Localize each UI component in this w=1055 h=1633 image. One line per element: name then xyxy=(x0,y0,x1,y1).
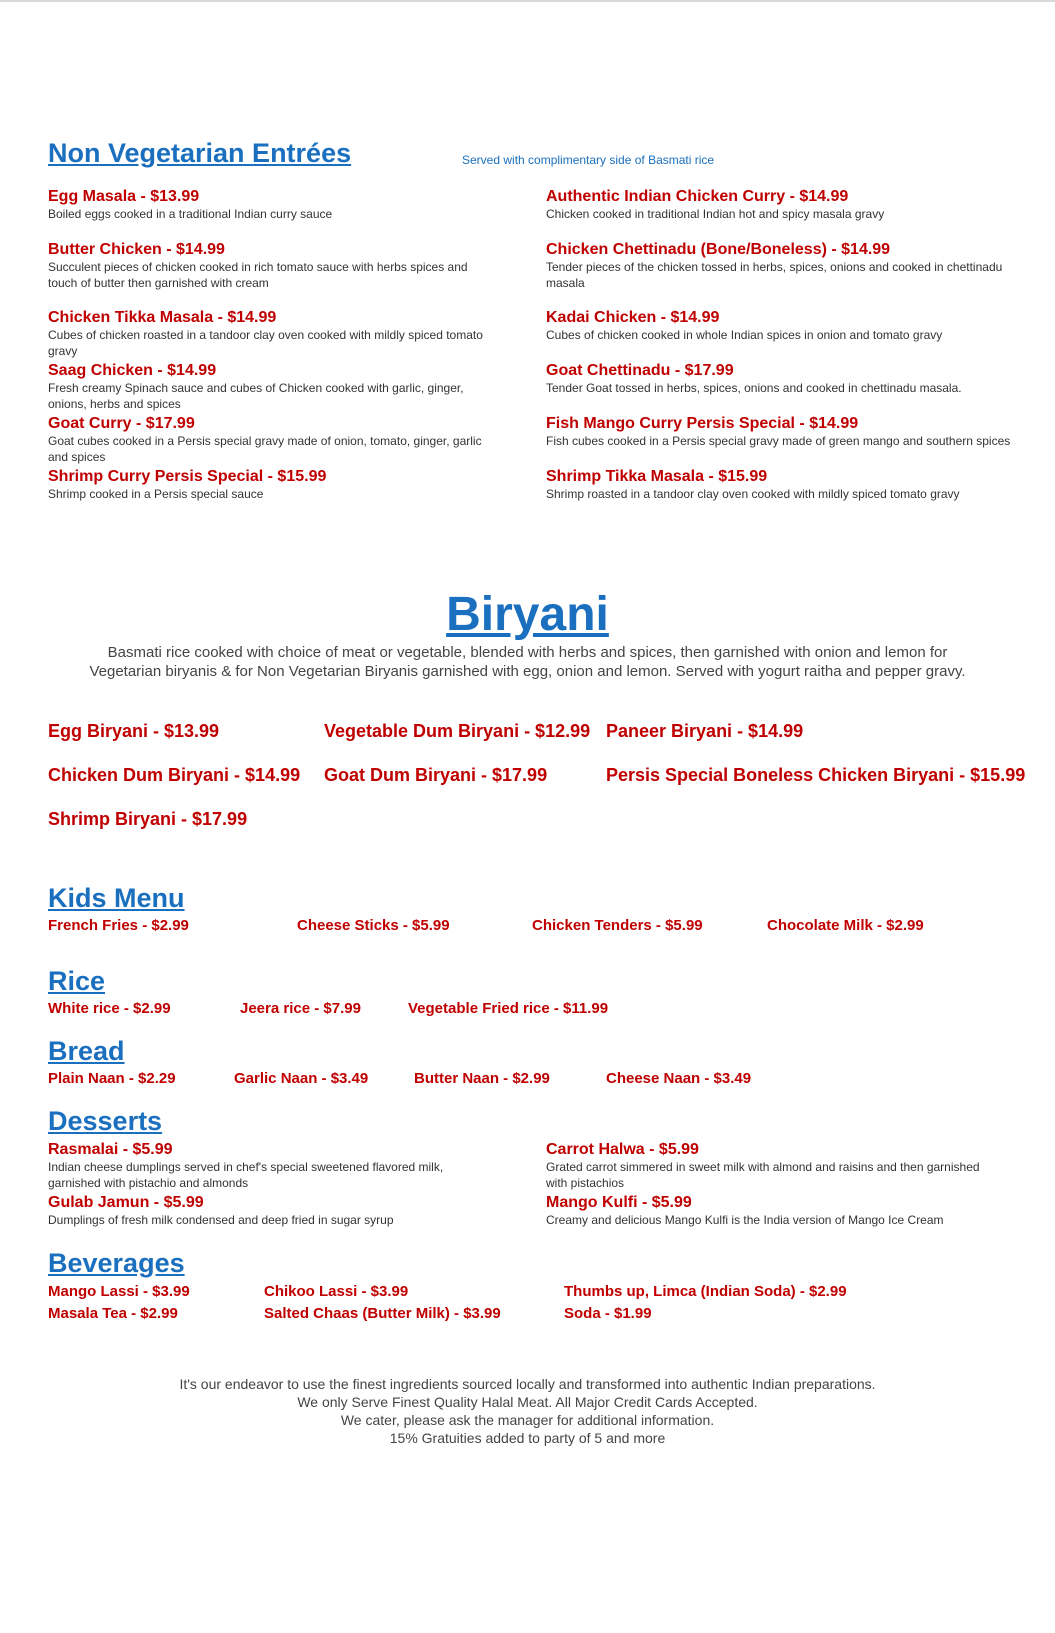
item-description: Shrimp cooked in a Persis special sauce xyxy=(48,487,264,501)
entrees-heading: Non Vegetarian Entrées xyxy=(48,138,352,168)
item-description: Dumplings of fresh milk condensed and deep fried in sugar syrup xyxy=(48,1213,394,1227)
biryani-heading-wrap xyxy=(0,587,1055,642)
item-name: Chicken Tikka Masala - $14.99 xyxy=(48,309,277,326)
menu-item xyxy=(48,240,498,291)
item-description: Goat cubes cooked in a Persis special gravy made of onion, tomato, ginger, garlic and spices xyxy=(48,434,482,464)
menu-item xyxy=(546,240,1011,291)
beverages-heading: Beverages xyxy=(48,1248,185,1278)
biryani-item: Vegetable Dum Biryani - $12.99 xyxy=(324,721,591,741)
item-description: Tender Goat tossed in herbs, spices, onions and cooked in chettinadu masala. xyxy=(546,381,962,395)
biryani-item: Goat Dum Biryani - $17.99 xyxy=(324,765,548,785)
item-description: Cubes of chicken roasted in a tandoor clay oven cooked with mildly spiced tomato gravy xyxy=(48,328,483,358)
entrees-note: Served with complimentary side of Basmati rice xyxy=(462,153,715,167)
dessert-item xyxy=(48,1140,498,1191)
item-name: Egg Masala - $13.99 xyxy=(48,188,200,205)
item-description: Succulent pieces of chicken cooked in rich tomato sauce with herbs spices and touch of butter then garnished with cream xyxy=(48,260,468,290)
menu-item xyxy=(546,414,1011,449)
bread-item: Cheese Naan - $3.49 xyxy=(606,1070,752,1087)
bread-item: Plain Naan - $2.29 xyxy=(48,1070,176,1087)
kids-item: Chicken Tenders - $5.99 xyxy=(532,917,703,934)
item-name: Kadai Chicken - $14.99 xyxy=(546,309,720,326)
rice-item: Vegetable Fried rice - $11.99 xyxy=(408,1000,609,1017)
kids-menu-heading: Kids Menu xyxy=(48,883,185,913)
menu-item xyxy=(48,187,498,222)
top-divider xyxy=(0,0,1055,2)
beverage-item: Masala Tea - $2.99 xyxy=(48,1305,178,1322)
rice-item: Jeera rice - $7.99 xyxy=(240,1000,361,1017)
item-description: Creamy and delicious Mango Kulfi is the India version of Mango Ice Cream xyxy=(546,1213,944,1227)
bread-item: Butter Naan - $2.99 xyxy=(414,1070,550,1087)
dessert-item xyxy=(48,1193,498,1228)
item-description: Tender pieces of the chicken tossed in herbs, spices, onions and cooked in chettinadu masala xyxy=(546,260,1003,290)
dessert-item xyxy=(546,1193,1016,1228)
menu-item xyxy=(546,361,1011,396)
rice-heading: Rice xyxy=(48,966,106,996)
bread-item: Garlic Naan - $3.49 xyxy=(234,1070,369,1087)
item-description: Fresh creamy Spinach sauce and cubes of Chicken cooked with garlic, ginger, onions, herbs and spices xyxy=(48,381,464,411)
item-description: Chicken cooked in traditional Indian hot and spicy masala gravy xyxy=(546,207,885,221)
biryani-item: Egg Biryani - $13.99 xyxy=(48,721,220,741)
item-name: Shrimp Tikka Masala - $15.99 xyxy=(546,468,768,485)
beverage-item: Chikoo Lassi - $3.99 xyxy=(264,1283,409,1300)
item-name: Butter Chicken - $14.99 xyxy=(48,241,225,258)
menu-item xyxy=(48,361,498,412)
kids-item: Chocolate Milk - $2.99 xyxy=(767,917,924,934)
menu-item xyxy=(546,187,1011,222)
footer-line: We only Serve Finest Quality Halal Meat. All Major Credit Cards Accepted. xyxy=(297,1394,758,1410)
menu-item xyxy=(546,467,1011,502)
item-description: Cubes of chicken cooked in whole Indian spices in onion and tomato gravy xyxy=(546,328,943,342)
item-name: Gulab Jamun - $5.99 xyxy=(48,1194,204,1211)
item-description: Grated carrot simmered in sweet milk with almond and raisins and then garnished with pistachios xyxy=(546,1160,980,1190)
beverage-item: Mango Lassi - $3.99 xyxy=(48,1283,190,1300)
beverage-item: Thumbs up, Limca (Indian Soda) - $2.99 xyxy=(564,1283,847,1300)
beverage-item: Soda - $1.99 xyxy=(564,1305,652,1322)
footer-notes xyxy=(0,1375,1055,1447)
item-description: Boiled eggs cooked in a traditional Indian curry sauce xyxy=(48,207,333,221)
biryani-description xyxy=(40,643,1015,681)
kids-item: Cheese Sticks - $5.99 xyxy=(297,917,450,934)
kids-item: French Fries - $2.99 xyxy=(48,917,189,934)
item-name: Chicken Chettinadu (Bone/Boneless) - $14.99 xyxy=(546,241,891,258)
menu-item xyxy=(48,414,498,465)
biryani-item: Chicken Dum Biryani - $14.99 xyxy=(48,765,301,785)
biryani-heading: Biryani xyxy=(446,588,609,641)
biryani-description-line: Basmati rice cooked with choice of meat or vegetable, blended with herbs and spices, then garnished with onion and lemon for xyxy=(107,644,948,661)
biryani-item: Shrimp Biryani - $17.99 xyxy=(48,809,248,829)
footer-line: We cater, please ask the manager for additional information. xyxy=(340,1412,715,1428)
item-description: Shrimp roasted in a tandoor clay oven cooked with mildly spiced tomato gravy xyxy=(546,487,960,501)
item-description: Fish cubes cooked in a Persis special gravy made of green mango and southern spices xyxy=(546,434,1011,448)
beverage-item: Salted Chaas (Butter Milk) - $3.99 xyxy=(264,1305,501,1322)
item-name: Authentic Indian Chicken Curry - $14.99 xyxy=(546,188,849,205)
item-name: Fish Mango Curry Persis Special - $14.99 xyxy=(546,415,859,432)
menu-item xyxy=(48,467,498,502)
item-description: Indian cheese dumplings served in chef's special sweetened flavored milk, garnished with pistachio and almonds xyxy=(48,1160,444,1190)
item-name: Goat Curry - $17.99 xyxy=(48,415,195,432)
item-name: Carrot Halwa - $5.99 xyxy=(546,1141,699,1158)
footer-line: It's our endeavor to use the finest ingredients sourced locally and transformed into authentic Indian preparations. xyxy=(179,1376,876,1392)
biryani-description-line: Vegetarian biryanis & for Non Vegetarian Biryanis garnished with egg, onion and lemon. Served with yogurt raitha and pepper gravy. xyxy=(89,663,966,680)
bread-heading: Bread xyxy=(48,1036,125,1066)
desserts-heading: Desserts xyxy=(48,1106,163,1136)
rice-item: White rice - $2.99 xyxy=(48,1000,171,1017)
item-name: Saag Chicken - $14.99 xyxy=(48,362,217,379)
biryani-item: Persis Special Boneless Chicken Biryani - $15.99 xyxy=(606,765,1026,785)
menu-item xyxy=(48,308,498,359)
footer-line: 15% Gratuities added to party of 5 and more xyxy=(389,1430,666,1446)
item-name: Goat Chettinadu - $17.99 xyxy=(546,362,734,379)
item-name: Rasmalai - $5.99 xyxy=(48,1141,173,1158)
item-name: Mango Kulfi - $5.99 xyxy=(546,1194,692,1211)
dessert-item xyxy=(546,1140,986,1191)
menu-item xyxy=(546,308,1011,343)
item-name: Shrimp Curry Persis Special - $15.99 xyxy=(48,468,327,485)
biryani-item: Paneer Biryani - $14.99 xyxy=(606,721,804,741)
